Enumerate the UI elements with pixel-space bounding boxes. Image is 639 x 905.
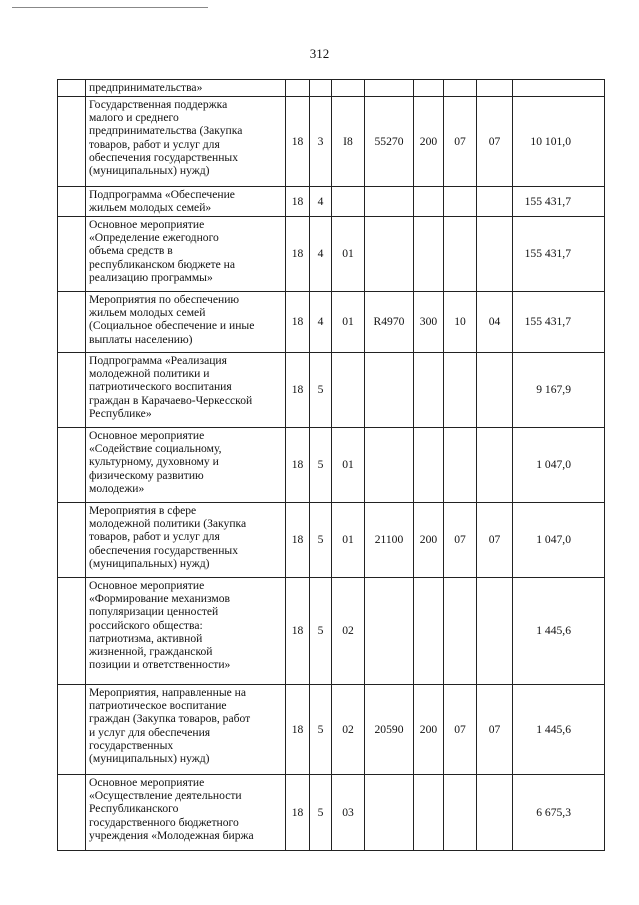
description-line: Основное мероприятие [89, 429, 205, 442]
budget-table [57, 79, 605, 851]
description-line: «Осуществление деятельности [89, 789, 242, 803]
table-row [58, 578, 605, 685]
subsection-cell [477, 80, 513, 97]
subsection-cell: 07 [477, 503, 513, 578]
description-cell [86, 775, 286, 851]
description-line: популяризации ценностей [89, 605, 219, 619]
table-row [58, 217, 605, 292]
section-cell: 07 [444, 97, 477, 187]
description-cell [86, 353, 286, 428]
event-code-cell [332, 353, 365, 428]
expense-type-cell: 200 [414, 685, 444, 775]
event-code-cell: 01 [332, 217, 365, 292]
amount-cell: 10 101,0 [513, 97, 605, 187]
event-code-cell: 02 [332, 685, 365, 775]
subprogram-code-cell: 5 [310, 353, 332, 428]
direction-code-cell: 21100 [365, 503, 414, 578]
blank-cell [58, 428, 86, 503]
description-line: позиции и ответственности» [89, 658, 231, 672]
section-cell [444, 775, 477, 851]
subsection-cell [477, 187, 513, 217]
table-row [58, 97, 605, 187]
program-code-cell: 18 [286, 578, 310, 685]
table-row [58, 428, 605, 503]
event-code-cell: 01 [332, 292, 365, 353]
program-code-cell [286, 80, 310, 97]
event-code-cell [332, 80, 365, 97]
description-line: выплаты населению) [89, 332, 193, 346]
table-row [58, 353, 605, 428]
event-code-cell: 01 [332, 428, 365, 503]
description-cell [86, 97, 286, 187]
description-line: Мероприятия в сфере [89, 504, 197, 517]
table-row [58, 292, 605, 353]
blank-cell [58, 578, 86, 685]
description-line: граждан в Карачаево-Черкесской [89, 393, 253, 407]
program-code-cell: 18 [286, 217, 310, 292]
description-line: граждан (Закупка товаров, работ [89, 712, 251, 726]
amount-cell: 155 431,7 [513, 217, 605, 292]
description-line: молодежной политики и [89, 367, 210, 381]
description-cell [86, 217, 286, 292]
description-line: товаров, работ и услуг для [89, 137, 220, 151]
blank-cell [58, 97, 86, 187]
description-line: товаров, работ и услуг для [89, 530, 220, 544]
description-line: патриотизма, активной [89, 631, 203, 645]
direction-code-cell [365, 775, 414, 851]
section-cell [444, 187, 477, 217]
amount-cell: 1 445,6 [513, 578, 605, 685]
description-line: Основное мероприятие [89, 776, 205, 789]
subprogram-code-cell: 5 [310, 503, 332, 578]
direction-code-cell [365, 217, 414, 292]
section-cell [444, 428, 477, 503]
blank-cell [58, 503, 86, 578]
subsection-cell [477, 775, 513, 851]
program-code-cell: 18 [286, 353, 310, 428]
description-cell [86, 503, 286, 578]
event-code-cell [332, 187, 365, 217]
subsection-cell: 04 [477, 292, 513, 353]
subprogram-code-cell: 5 [310, 775, 332, 851]
expense-type-cell [414, 578, 444, 685]
description-line: обеспечения государственных [89, 150, 239, 164]
subsection-cell [477, 578, 513, 685]
description-line: (муниципальных) нужд) [89, 556, 210, 570]
section-cell [444, 217, 477, 292]
page-number: 312 [309, 46, 330, 61]
program-code-cell: 18 [286, 187, 310, 217]
description-line: предпринимательства» [89, 81, 203, 94]
description-line: физическому развитию [89, 468, 204, 482]
description-line: Республиканского [89, 802, 179, 816]
direction-code-cell: 55270 [365, 97, 414, 187]
program-code-cell: 18 [286, 503, 310, 578]
expense-type-cell [414, 353, 444, 428]
amount-cell: 1 445,6 [513, 685, 605, 775]
expense-type-cell: 200 [414, 97, 444, 187]
amount-cell: 6 675,3 [513, 775, 605, 851]
description-line: обеспечения государственных [89, 543, 239, 557]
subprogram-code-cell: 4 [310, 292, 332, 353]
description-line: государственных [89, 738, 174, 752]
description-line: малого и среднего [89, 111, 179, 125]
direction-code-cell [365, 428, 414, 503]
amount-cell: 155 431,7 [513, 292, 605, 353]
blank-cell [58, 353, 86, 428]
expense-type-cell [414, 217, 444, 292]
table-row [58, 80, 605, 97]
description-line: жильем молодых семей» [89, 201, 212, 215]
expense-type-cell: 300 [414, 292, 444, 353]
amount-cell: 1 047,0 [513, 428, 605, 503]
description-line: культурному, духовному и [89, 455, 219, 469]
subsection-cell [477, 428, 513, 503]
description-line: жильем молодых семей [89, 306, 206, 320]
subprogram-code-cell: 3 [310, 97, 332, 187]
description-line: государственного бюджетного [89, 815, 239, 829]
expense-type-cell: 200 [414, 503, 444, 578]
description-line: «Содействие социальному, [89, 442, 222, 456]
description-line: и услуг для обеспечения [89, 725, 211, 739]
description-cell [86, 292, 286, 353]
direction-code-cell [365, 187, 414, 217]
subprogram-code-cell: 5 [310, 685, 332, 775]
blank-cell [58, 685, 86, 775]
description-line: Мероприятия по обеспечению [89, 293, 240, 306]
description-cell [86, 80, 286, 97]
section-cell [444, 578, 477, 685]
expense-type-cell [414, 428, 444, 503]
description-line: российского общества: [89, 618, 203, 632]
scan-corner-mark [12, 7, 208, 8]
description-line: Основное мероприятие [89, 218, 205, 231]
description-line: «Определение ежегодного [89, 231, 219, 245]
subprogram-code-cell [310, 80, 332, 97]
description-line: Основное мероприятие [89, 579, 205, 592]
section-cell: 07 [444, 685, 477, 775]
blank-cell [58, 80, 86, 97]
description-line: патриотического воспитания [89, 380, 232, 394]
program-code-cell: 18 [286, 685, 310, 775]
subsection-cell [477, 217, 513, 292]
blank-cell [58, 292, 86, 353]
description-line: «Формирование механизмов [89, 592, 230, 606]
program-code-cell: 18 [286, 292, 310, 353]
event-code-cell: 02 [332, 578, 365, 685]
subsection-cell: 07 [477, 685, 513, 775]
blank-cell [58, 775, 86, 851]
table-row [58, 503, 605, 578]
description-line: Мероприятия, направленные на [89, 686, 247, 699]
description-line: (муниципальных) нужд) [89, 164, 210, 178]
amount-cell: 155 431,7 [513, 187, 605, 217]
table-row [58, 685, 605, 775]
description-cell [86, 187, 286, 217]
direction-code-cell [365, 353, 414, 428]
amount-cell [513, 80, 605, 97]
amount-cell: 1 047,0 [513, 503, 605, 578]
description-line: республиканском бюджете на [89, 257, 235, 271]
expense-type-cell [414, 775, 444, 851]
subsection-cell [477, 353, 513, 428]
description-cell [86, 685, 286, 775]
description-line: учреждения «Молодежная биржа [89, 828, 254, 842]
direction-code-cell [365, 578, 414, 685]
table-row [58, 775, 605, 851]
blank-cell [58, 217, 86, 292]
description-line: (Социальное обеспечение и иные [89, 319, 255, 333]
program-code-cell: 18 [286, 775, 310, 851]
table-row [58, 187, 605, 217]
direction-code-cell: R4970 [365, 292, 414, 353]
subprogram-code-cell: 4 [310, 217, 332, 292]
description-cell [86, 578, 286, 685]
section-cell: 07 [444, 503, 477, 578]
subprogram-code-cell: 4 [310, 187, 332, 217]
expense-type-cell [414, 80, 444, 97]
section-cell [444, 353, 477, 428]
description-line: реализацию программы» [89, 270, 213, 284]
event-code-cell: 01 [332, 503, 365, 578]
subsection-cell: 07 [477, 97, 513, 187]
description-line: молодежной политики (Закупка [89, 517, 247, 531]
section-cell [444, 80, 477, 97]
description-line: Подпрограмма «Обеспечение [89, 188, 235, 201]
direction-code-cell [365, 80, 414, 97]
description-line: Подпрограмма «Реализация [89, 354, 227, 367]
direction-code-cell: 20590 [365, 685, 414, 775]
description-line: патриотическое воспитание [89, 699, 227, 713]
subprogram-code-cell: 5 [310, 578, 332, 685]
program-code-cell: 18 [286, 97, 310, 187]
description-line: объема средств в [89, 244, 173, 258]
blank-cell [58, 187, 86, 217]
description-line: жизненной, гражданской [89, 645, 213, 659]
table-body [58, 80, 605, 851]
description-line: молодежи» [89, 481, 145, 495]
event-code-cell: 03 [332, 775, 365, 851]
amount-cell: 9 167,9 [513, 353, 605, 428]
description-line: (муниципальных) нужд) [89, 752, 210, 766]
subprogram-code-cell: 5 [310, 428, 332, 503]
description-line: Республике» [89, 406, 152, 420]
description-line: Государственная поддержка [89, 98, 228, 111]
section-cell: 10 [444, 292, 477, 353]
expense-type-cell [414, 187, 444, 217]
program-code-cell: 18 [286, 428, 310, 503]
description-cell [86, 428, 286, 503]
description-line: предпринимательства (Закупка [89, 124, 243, 138]
event-code-cell: I8 [332, 97, 365, 187]
